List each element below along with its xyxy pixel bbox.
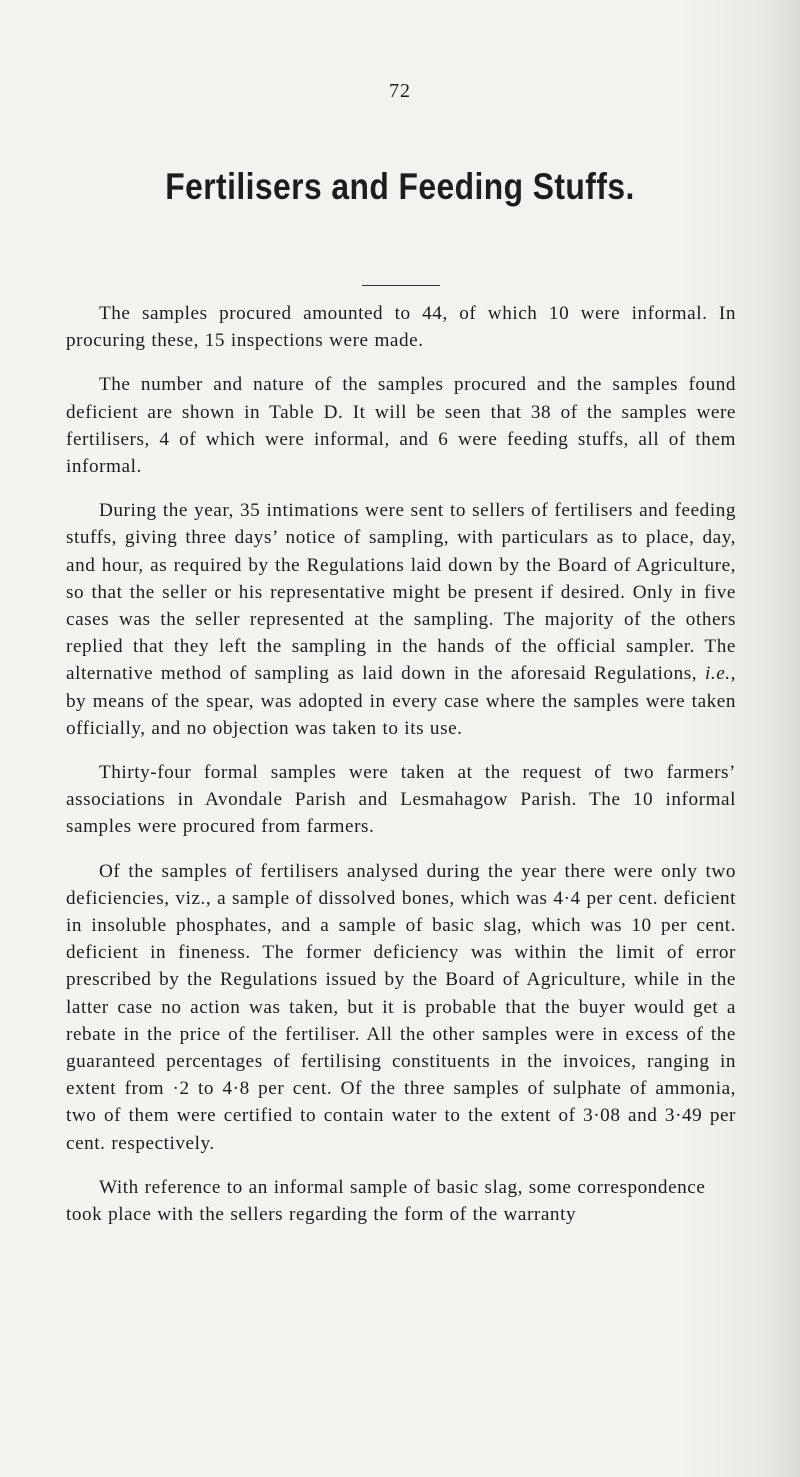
title-divider [362,285,440,286]
paragraph-intimations-part1: During the year, 35 intimations were sent to sellers of fertilisers and feeding stuffs, giving three days’ notice of sampling, with particulars as to place, day, and hour, as required by the Regulations laid down by the Board of Agriculture, so that the seller or his representative might be present if desired. Only in five cases was the seller represented at the sampling. The majority of the others replied that they left the sampling in the hands of the official sampler. The alternative method of sampling as laid down in the aforesaid Regulations, [66,500,736,685]
italic-ie: i.e., [704,663,736,685]
paragraph-intimations [66,497,736,742]
page-number: 72 [389,80,411,102]
body-text [66,300,736,1228]
paragraph-deficiencies: Of the samples of fertilisers analysed during the year there were only two deficiencies, viz., a sample of dissolved bones, which was 4·4 per cent. deficient in insoluble phosphates, and a sample of basic slag, which was 10 per cent. deficient in fineness. The former deficiency was within the limit of error prescribed by the Regulations issued by the Board of Agriculture, while in the latter case no action was taken, but it is probable that the buyer would get a rebate in the price of the fertiliser. All the other samples were in excess of the guaranteed percentages of fertilising constituents in the invoices, ranging in extent from ·2 to 4·8 per cent. Of the three samples of sulphate of ammonia, two of them were certified to contain water to the extent of 3·08 and 3·49 per cent. respectively. [66,860,736,1154]
page-title: Fertilisers and Feeding Stuffs. [165,166,635,207]
paragraph-intimations-part2: by means of the spear, was adopted in every case where the samples were taken officially, and no objection was taken to its use. [66,690,736,739]
paragraph-basic-slag: With reference to an informal sample of basic slag, some correspondence took place with the sellers regarding the form of the warranty [66,1176,706,1226]
paragraph-formal-samples: Thirty-four formal samples were taken at the request of two farmers’ associations in Avondale Parish and Lesmahagow Parish. The 10 informal samples were procured from farmers. [66,762,736,838]
paragraph-samples-nature: The number and nature of the samples procured and the samples found deficient are shown in Table D. It will be seen that 38 of the samples were fertilisers, 4 of which were informal, and 6 were feeding stuffs, all of them informal. [66,374,736,478]
paragraph-samples-procured: The samples procured amounted to 44, of which 10 were informal. In procuring these, 15 inspections were made. [66,303,736,352]
